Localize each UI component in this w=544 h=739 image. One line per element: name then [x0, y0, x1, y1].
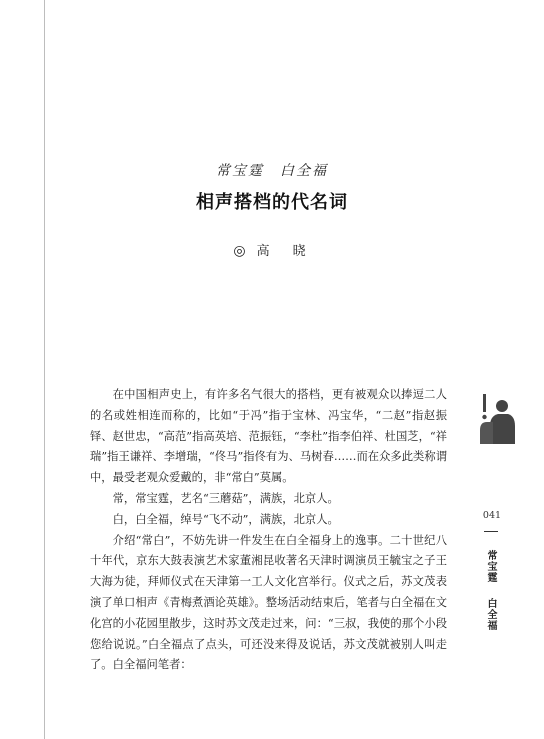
body-paragraph: 介绍“常白”，不妨先讲一件发生在白全福身上的逸事。二十世纪八十年代，京东大鼓表演艺术家董湘昆收著名天津时调演员王毓宝之子王大海为徒，拜师仪式在天津第一工人文化宫举行。仪式之后，苏文茂表演了单口相声《青梅煮酒论英雄》。整场活动结束后，笔者与白全福在文化宫的小花园里散步，这时苏文茂走过来，问：“三叔，我使的那个小段您给说说。”白全福点了点头，可还没来得及说话，苏文茂就被别人叫走了。白全福问笔者：: [90, 533, 447, 672]
article-subtitle: 常宝霆 白全福: [216, 163, 328, 179]
sidebar-running-title-1: 常宝霆: [485, 550, 496, 583]
author-line: [0, 240, 544, 259]
body-paragraph: 白，白全福，绰号“飞不动”，满族，北京人。: [112, 512, 339, 526]
body-paragraph: 在中国相声史上，有许多名气很大的搭档，更有被观众以捧逗二人的名或姓相连而称的，比如“于冯”指于宝林、冯宝华，“二赵”指赵振铎、赵世忠，“高范”指高英培、范振钰，“李杜”指李伯祥、杜国芝，“祥瑞”指王谦祥、李增瑞，“佟马”指佟有为、马树春……而在众多此类称谓中，最受老观众爱戴的，非“常白”莫属。: [90, 388, 447, 485]
article-body: [90, 385, 447, 676]
article-title: 相声搭档的代名词: [196, 192, 348, 213]
performers-silhouette-icon: [480, 392, 516, 444]
body-paragraph: 常，常宝霆，艺名“三蘑菇”，满族，北京人。: [112, 491, 339, 505]
page-number: 041: [482, 510, 502, 521]
sidebar-divider: [484, 531, 498, 532]
page-left-border: [44, 0, 45, 739]
author-name: 高 晓: [256, 244, 311, 259]
sidebar-running-title-2: 白全福: [485, 598, 496, 631]
author-mark: ◎: [233, 243, 251, 259]
